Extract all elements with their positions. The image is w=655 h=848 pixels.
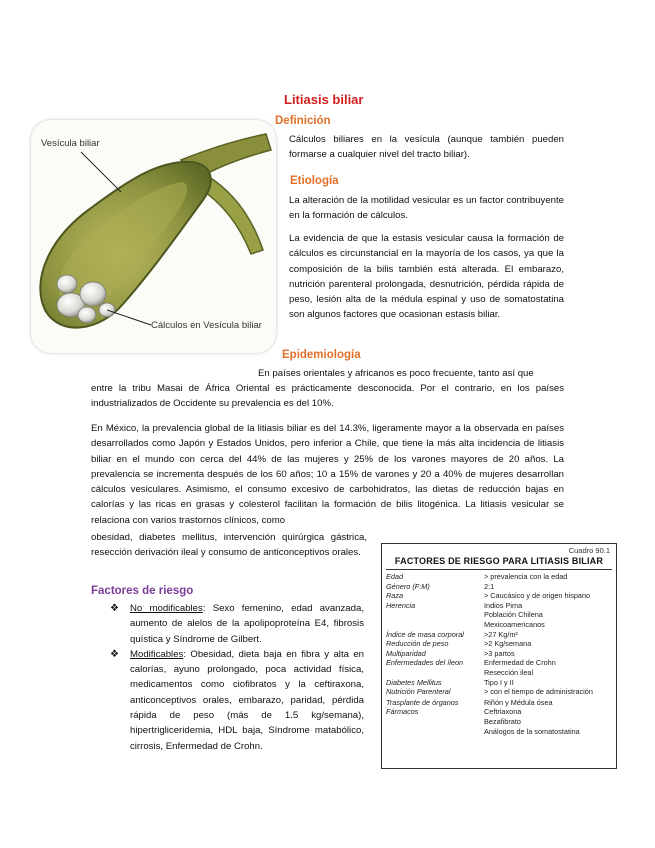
table-row (382, 591, 616, 601)
table-divider (386, 569, 612, 570)
table-row-value: > Caucásico y de origen hispano (484, 591, 591, 601)
factor-no-modificables (110, 601, 364, 647)
definicion-heading: Definición (275, 115, 331, 127)
figure-label-vesicula: Vesícula biliar (41, 138, 100, 149)
etiologia-heading: Etiología (290, 175, 339, 187)
factor-text: : Obesidad, dieta baja en fibra y alta en calorías, ayuno prolongado, poca actividad física, medicamentos como ciofibratos y la ceftiraxona, anticonceptivos orales, embarazo, paridad, pérdida rápida de peso (más de 1.5 kg/semana), hipertrigliceridemia, HDL baja, Síndrome matabólico, cirrosis, Enfermedad de Crohn. (130, 648, 364, 752)
table-row (382, 639, 616, 649)
epidemiologia-paragraph-2: En México, la prevalencia global de la litiasis biliar es del 14.3%, ligeramente mayor a la observada en países desarrollados como Japón y Estados Unidos, pero inferior a Chile, que tiene la más alta incidencia de litiasis biliar en el mundo con cerca del 44% de las mujeres y 25% de los varones mayores de 20 años. La prevalencia se incrementa después de los 60 años; 10 a 15% de varones y 20 a 40% de mujeres desarrollan cálculos vesiculares. Asimismo, el consumo excesivo de carbohidratos, las dietas de reducción bajas en calorías y las ricas en grasas y colesterol facilitan la formación de bilis litogénica. La litiasis vesicular se relaciona con varios trastornos clínicos, como (91, 423, 564, 526)
table-row-value: >3 partos (484, 648, 515, 658)
table-row-factor: Multiparidad (386, 648, 426, 658)
table-row-factor: Reducción de peso (386, 639, 449, 649)
etiologia-paragraph-1: La alteración de la motilidad vesicular es un factor contribuyente en la formación de cálculos. (289, 195, 564, 222)
table-row-value: Tipo I y II (484, 677, 514, 687)
epidemiologia-paragraph-2-tail: obesidad, diabetes mellitus, intervención quirúrgica gástrica, resección derivación ileal y consumo de anticonceptivos orales. (91, 532, 367, 559)
table-row-value: Ceftriaxona Bezafibrato Análogos de la somatostatina (484, 707, 580, 736)
table-row-factor: Índice de masa corporal (386, 629, 464, 639)
table-row (382, 687, 616, 697)
factores-heading: Factores de riesgo (91, 585, 194, 597)
epidemiologia-paragraph-1-first-line: En países orientales y africanos es poco frecuente, tanto así que (258, 368, 534, 379)
table-row (382, 582, 616, 592)
table-row-value: >27 Kg/m² (484, 629, 518, 639)
gallbladder-figure (31, 120, 276, 353)
table-row-factor: Raza (386, 591, 404, 601)
table-title: FACTORES DE RIESGO PARA LITIASIS BILIAR (394, 556, 604, 566)
table-row-value: 2:1 (484, 581, 495, 591)
factor-text: : Sexo femenino, edad avanzada, aumento de alelos de la apolipoproteína E4, fibrosis quística y Síndrome de Gilbert. (130, 603, 364, 645)
table-row (382, 572, 616, 582)
epidemiologia-paragraph-1: entre la tribu Masai de África Oriental es prácticamente desconocida. Por el contrario, en los países industrializados de Occidente su prevalencia es del 10%. (91, 383, 564, 410)
epidemiologia-heading: Epidemiología (282, 349, 361, 361)
table-row (382, 601, 616, 630)
diamond-bullet-icon: ❖ (110, 648, 119, 660)
definicion-text: Cálculos biliares en la vesícula (aunque también pueden formarse a cualquier nivel del tracto biliar). (289, 134, 564, 161)
table-row-value: >2 Kg/semana (484, 639, 532, 649)
table-row-factor: Herencia (386, 600, 416, 610)
table-rows (382, 572, 616, 736)
table-row-value: > con el tiempo de administración (484, 687, 593, 697)
table-row-factor: Diabetes Mellitus (386, 677, 442, 687)
factores-list (110, 601, 364, 754)
table-row-factor: Trasplante de órganos (386, 697, 459, 707)
table-row-value: Enfermedad de Crohn Resección ileal (484, 658, 556, 677)
table-row (382, 707, 616, 736)
table-row-value: > prevalencia con la edad (484, 572, 568, 581)
table-row-factor: Enfermedades del íleon (386, 658, 464, 668)
table-row (382, 630, 616, 640)
etiologia-paragraph-2: La evidencia de que la estasis vesicular causa la formación de cálculos es circunstancial en la mayoría de los casos, ya que la composición de la bilis también está alterada. El embarazo, nutrición parenteral prolongada, desnutrición, pérdida rápida de peso, lesión alta de la médula espinal y uso de somatostatina son algunos factores que ocasionan estasis biliar. (289, 233, 564, 321)
diamond-bullet-icon: ❖ (110, 603, 119, 614)
table-row (382, 678, 616, 688)
factor-label: Modificables (130, 648, 184, 660)
table-row (382, 698, 616, 708)
table-row-value: Riñón y Médula ósea (484, 697, 553, 707)
gallbladder-illustration (31, 120, 276, 353)
factor-modificables (110, 647, 364, 754)
table-row-factor: Edad (386, 572, 404, 581)
table-row (382, 658, 616, 677)
table-row-factor: Fármacos (386, 707, 419, 717)
page-title: Litiasis biliar (284, 92, 364, 107)
table-row-value: Indios Pima Población Chilena Mexicoamericanos (484, 600, 545, 629)
table-caption: Cuadro 90.1 (568, 546, 610, 555)
figure-label-calculos: Cálculos en Vesícula biliar (151, 320, 262, 331)
risk-factor-table (381, 543, 617, 769)
factor-label: No modificables (130, 603, 203, 614)
table-row-factor: Nutrición Parenteral (386, 687, 451, 697)
table-row-factor: Género (F:M) (386, 581, 430, 591)
table-row (382, 649, 616, 659)
